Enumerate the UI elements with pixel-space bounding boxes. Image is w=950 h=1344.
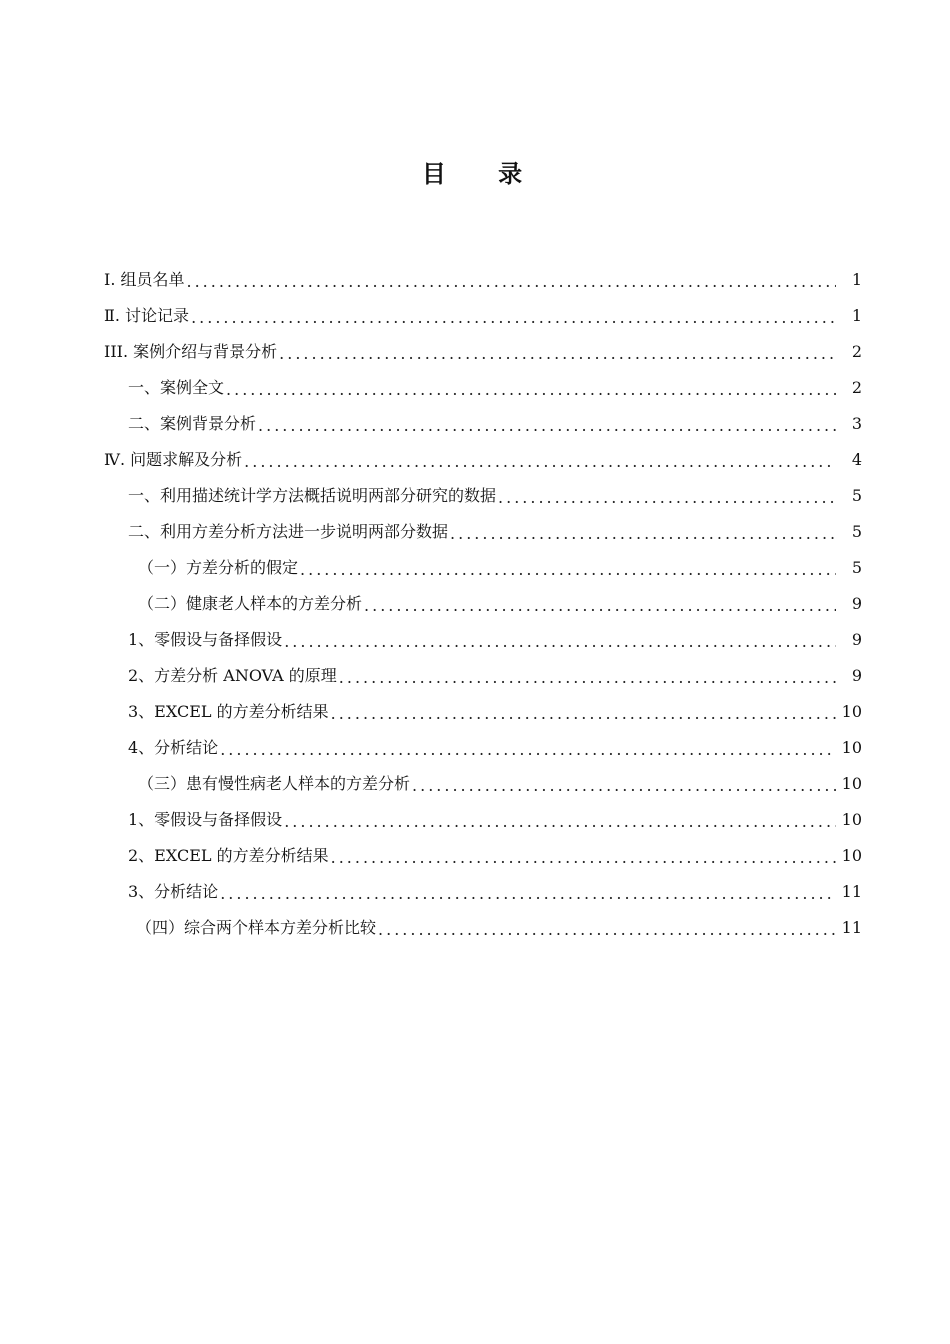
toc-entry-label: III. 案例介绍与背景分析 [104,342,278,361]
toc-entry-page-number: 9 [851,666,862,685]
toc-entry-label: 一、案例全文 [128,378,225,397]
toc-leader-dots [226,380,836,400]
toc-entry[interactable] [0,910,950,946]
toc-entry[interactable] [0,802,950,838]
toc-leader-dots [300,560,836,580]
toc-entry-page-number: 9 [851,594,862,613]
toc-entry-page-number: 2 [851,378,862,397]
toc-entry-label: （三）患有慢性病老人样本的方差分析 [138,774,411,793]
toc-leader-dots [412,776,836,796]
toc-entry-page-number: 11 [841,918,862,937]
toc-entry[interactable] [0,550,950,586]
toc-entry-label: （一）方差分析的假定 [138,558,299,577]
toc-entry[interactable] [0,658,950,694]
toc-entry-label: Ⅰ. 组员名单 [104,270,185,289]
toc-entry[interactable] [0,262,950,298]
toc-entry-label: （四）综合两个样本方差分析比较 [136,918,377,937]
toc-leader-dots [331,848,836,868]
toc-list [0,262,950,946]
toc-entry[interactable] [0,586,950,622]
toc-entry-label: （二）健康老人样本的方差分析 [138,594,363,613]
toc-leader-dots [279,344,836,364]
toc-entry-page-number: 10 [841,846,862,865]
toc-entry-label: 3、分析结论 [128,882,219,901]
toc-entry-label: 1、零假设与备择假设 [128,630,283,649]
toc-entry[interactable] [0,622,950,658]
toc-entry-page-number: 5 [851,522,862,541]
toc-entry[interactable] [0,730,950,766]
toc-entry-page-number: 3 [851,414,862,433]
toc-entry[interactable] [0,694,950,730]
toc-entry-label: 4、分析结论 [128,738,219,757]
toc-entry-page-number: 11 [841,882,862,901]
toc-entry-page-number: 2 [851,342,862,361]
toc-entry-label: Ⅳ. 问题求解及分析 [104,450,243,469]
toc-leader-dots [498,488,836,508]
toc-leader-dots [191,308,836,328]
toc-leader-dots [378,920,836,940]
toc-entry-label: 一、利用描述统计学方法概括说明两部分研究的数据 [128,486,497,505]
toc-entry-page-number: 4 [851,450,862,469]
toc-entry-page-number: 5 [851,486,862,505]
toc-entry[interactable] [0,874,950,910]
toc-entry[interactable] [0,838,950,874]
toc-title: 目 录 [421,160,545,188]
toc-entry[interactable] [0,334,950,370]
toc-entry[interactable] [0,478,950,514]
toc-entry-label: 1、零假设与备择假设 [128,810,283,829]
toc-entry-label: 2、方差分析 ANOVA 的原理 [128,666,337,685]
toc-leader-dots [339,668,836,688]
toc-entry[interactable] [0,766,950,802]
toc-entry-page-number: 10 [841,702,862,721]
toc-leader-dots [244,452,836,472]
toc-entry-page-number: 10 [841,810,862,829]
toc-entry[interactable] [0,514,950,550]
toc-entry-label: 二、利用方差分析方法进一步说明两部分数据 [128,522,449,541]
toc-leader-dots [220,884,836,904]
toc-leader-dots [220,740,836,760]
toc-entry-page-number: 1 [851,270,862,289]
toc-leader-dots [258,416,836,436]
toc-entry-page-number: 10 [841,738,862,757]
toc-entry-label: 2、EXCEL 的方差分析结果 [128,846,329,865]
toc-leader-dots [187,272,837,292]
toc-entry-label: Ⅱ. 讨论记录 [104,306,190,325]
toc-leader-dots [284,632,836,652]
toc-entry[interactable] [0,442,950,478]
toc-entry[interactable] [0,406,950,442]
toc-entry-page-number: 10 [841,774,862,793]
toc-leader-dots [364,596,836,616]
toc-entry-page-number: 5 [851,558,862,577]
toc-entry[interactable] [0,370,950,406]
toc-entry-page-number: 9 [851,630,862,649]
toc-entry-label: 二、案例背景分析 [128,414,257,433]
toc-leader-dots [331,704,836,724]
toc-entry-page-number: 1 [851,306,862,325]
toc-leader-dots [450,524,836,544]
toc-leader-dots [284,812,836,832]
toc-entry[interactable] [0,298,950,334]
toc-entry-label: 3、EXCEL 的方差分析结果 [128,702,329,721]
